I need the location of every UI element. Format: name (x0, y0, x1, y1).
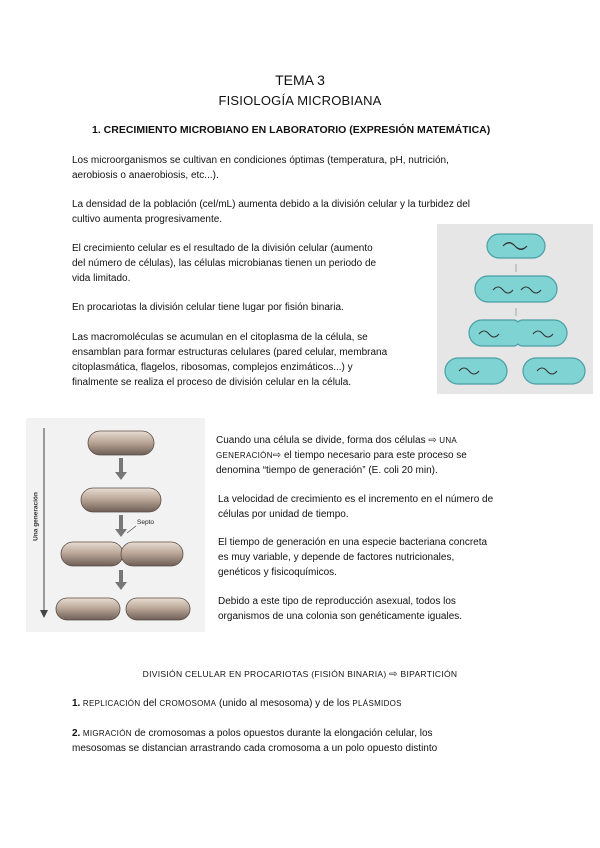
section-heading: 1. CRECIMIENTO MICROBIANO EN LABORATORIO (EXPRESIÓN MATEMÁTICA) (92, 124, 491, 136)
division-heading: DIVISIÓN CELULAR EN PROCARIOTAS (FISIÓN BINARIA) ⇨ BIPARTICIÓN (142, 669, 458, 680)
paragraph-generation-time: El tiempo de generación en una especie bacteriana concreta es muy variable, y depende de factores nutricionales, genéticos y fisicoquímicos. (218, 537, 488, 578)
step-replication: 1. REPLICACIÓN del CROMOSOMA (unido al mesosoma) y de los PLÁSMIDOS (72, 698, 402, 709)
paragraph-asexual-reproduction: Debido a este tipo de reproducción asexual, todos los organismos de una colonia son genéticamente iguales. (218, 596, 463, 622)
paragraph-growth-rate: La velocidad de crecimiento es el incremento en el número de células por unidad de tiempo. (218, 494, 494, 520)
arrow-down-icon (115, 582, 127, 590)
paragraph-cell-growth: El crecimiento celular es el resultado de la división celular (aumento del número de células), las células microbianas tienen un periodo de vida limitado. (72, 243, 377, 284)
document-subtitle: FISIOLOGÍA MICROBIANA (218, 93, 382, 108)
arrow-down-icon (40, 610, 48, 618)
paragraph-generation: Cuando una célula se divide, forma dos células ⇨ UNA GENERACIÓN⇨ el tiempo necesario para este proceso se denomina “tiempo de generación” (E. coli 20 min). (216, 435, 467, 476)
mother-cell (487, 234, 545, 258)
elongated-cell (475, 276, 557, 302)
document-title: TEMA 3 (275, 72, 325, 88)
dividing-bacterium-left (61, 542, 123, 566)
daughter-cell-left (445, 358, 507, 384)
arrow-right-icon: ⇨ (272, 450, 282, 461)
generation-figure (26, 418, 205, 632)
paragraph-macromolecules: Las macromoléculas se acumulan en el citoplasma de la célula, se ensamblan para formar estructuras celulares (pared celular, membrana citoplasmática, flagelos, ribosomas, complejos enzimáticos...) y finalmente se realiza el proceso de división celular en la célula. (72, 332, 388, 388)
generation-axis-label: Una generación (32, 492, 40, 541)
paragraph-binary-fission: En procariotas la división celular tiene lugar por fisión binaria. (72, 302, 344, 313)
binary-fission-illustration (437, 224, 593, 394)
daughter-bacterium-left (56, 598, 120, 620)
elongated-bacterium (81, 488, 161, 512)
arrow-down-icon (115, 529, 127, 537)
daughter-cell-right (523, 358, 585, 384)
paragraph-cultivation: Los microorganismos se cultivan en condiciones óptimas (temperatura, pH, nutrición, aerobiosis o anaerobiosis, etc...). (72, 155, 449, 181)
septum-pointer (127, 526, 136, 533)
arrow-down-icon (115, 472, 127, 480)
binary-fission-figure (437, 224, 593, 394)
daughter-bacterium-right (126, 598, 190, 620)
dividing-cell (469, 320, 567, 346)
paragraph-population-density: La densidad de la población (cel/mL) aumenta debido a la división celular y la turbidez del cultivo aumenta progresivamente. (72, 199, 471, 225)
arrow-right-icon: ⇨ (389, 669, 398, 680)
dividing-bacterium-right (121, 542, 183, 566)
septum-label: Septo (137, 519, 154, 526)
bacterium-cell (88, 431, 154, 455)
arrow-right-icon: ⇨ (428, 435, 437, 446)
step-migration: 2. MIGRACIÓN de cromosomas a polos opuestos durante la elongación celular, los mesosomas se distancian arrastrando cada cromosoma a un polo opuesto distinto (72, 728, 438, 754)
generation-illustration (26, 418, 205, 632)
